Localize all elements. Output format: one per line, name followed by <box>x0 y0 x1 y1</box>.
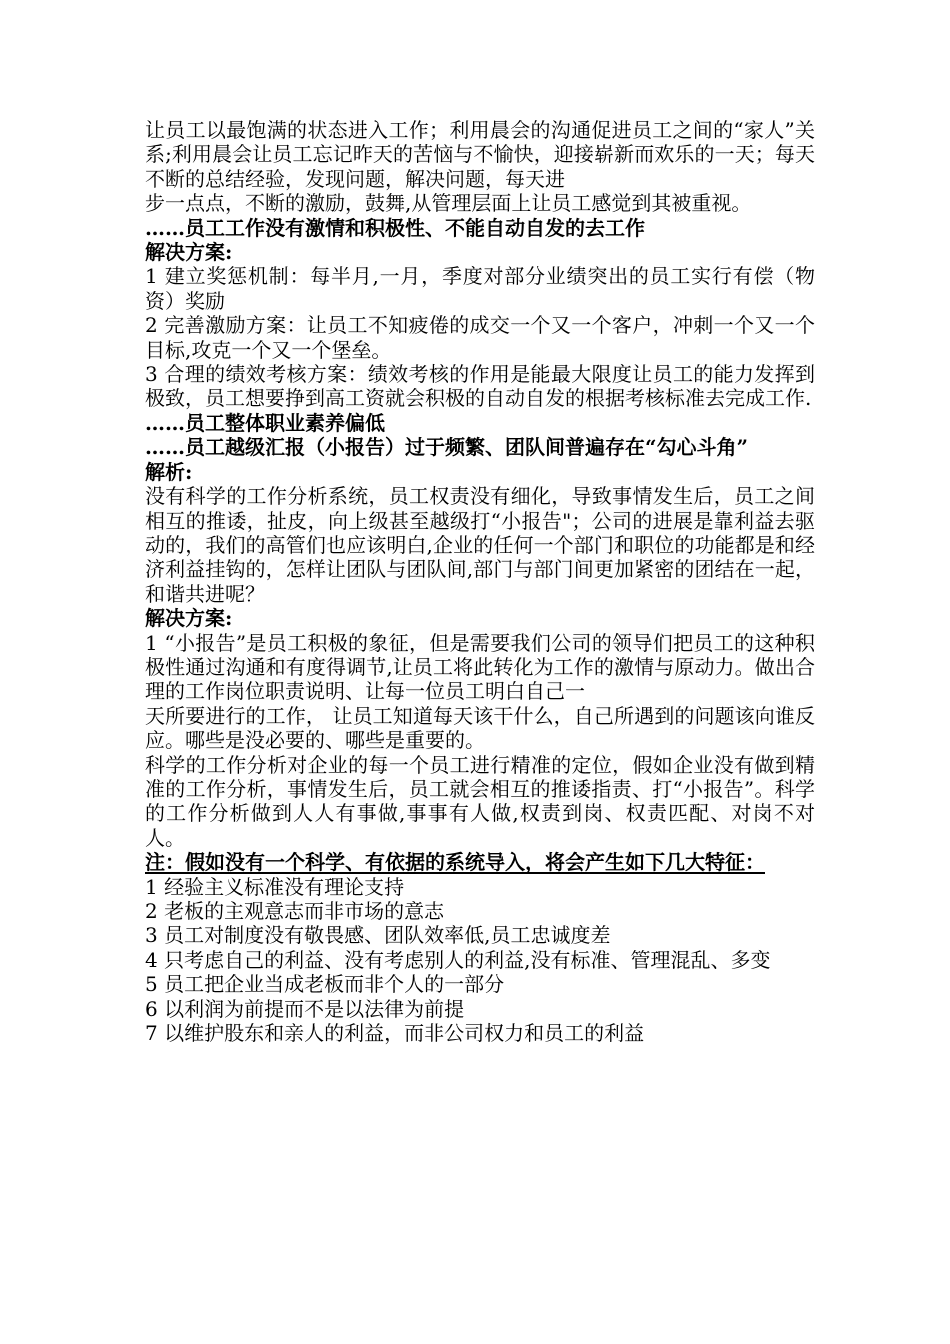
list-item-feature-4: 4 只考虑自己的利益、没有考虑别人的利益,没有标准、管理混乱、多变 <box>145 947 771 972</box>
heading-skip-level-reports: ……员工越级汇报（小报告）过于频繁、团队间普遍存在“勾心斗角” <box>145 435 749 460</box>
list-item-incentive-plan: 2 完善激励方案：让员工不知疲倦的成交一个又一个客户，冲刺一个又一个目标,攻克一个又一个堡垒。 <box>145 313 815 362</box>
list-item-feature-2: 2 老板的主观意志而非市场的意志 <box>145 899 445 923</box>
list-item-feature-3: 3 员工对制度没有敬畏感、团队效率低,员工忠诚度差 <box>145 923 611 948</box>
paragraph-analysis: 没有科学的工作分析系统，员工权责没有细化，导致事情发生后，员工之间相互的推诿，扯皮，向上级甚至越级打“小报告"；公司的进展是靠利益去驱动的，我们的高管们也应该明白,企业的任何一个部门和职位的功能都是和经济利益挂钩的，怎样让团队与团队间,部门与部门间更加紧密的团结在一起，和谐共进呢？ <box>145 484 815 606</box>
heading-solution-2: 解决方案: <box>145 606 233 631</box>
note-heading: 注：假如没有一个科学、有依据的系统导入，将会产生如下几大特征： <box>145 850 765 875</box>
heading-low-professionalism: ……员工整体职业素养偏低 <box>145 410 385 435</box>
document-body <box>145 118 815 1045</box>
paragraph-job-analysis: 科学的工作分析对企业的每一个员工进行精准的定位，假如企业没有做到精准的工作分析，事情发生后，员工就会相互的推诿指责、打“小报告”。科学的工作分析做到人人有事做,事事有人做,权责到岗、权责匹配、对岗不对人。 <box>145 752 815 850</box>
list-item-feature-7: 7 以维护股东和亲人的利益，而非公司权力和员工的利益 <box>145 1021 645 1046</box>
list-item-feature-5: 5 员工把企业当成老板而非个人的一部分 <box>145 972 505 997</box>
list-item-small-report: 1 “小报告”是员工积极的象征，但是需要我们公司的领导们把员工的这种积极性通过沟通和有度得调节,让员工将此转化为工作的激情与原动力。做出合理的工作岗位职责说明、让每一位员工明白自己一 <box>145 630 815 704</box>
paragraph-daily-work: 天所要进行的工作， 让员工知道每天该干什么，自己所遇到的问题该向谁反应。哪些是没必要的、哪些是重要的。 <box>145 703 815 753</box>
paragraph-progress: 步一点点，不断的激励，鼓舞,从管理层面上让员工感觉到其被重视。 <box>145 191 752 216</box>
list-item-feature-1: 1 经验主义标准没有理论支持 <box>145 874 405 899</box>
list-item-reward-system: 1 建立奖惩机制：每半月,一月，季度对部分业绩突出的员工实行有偿（物资）奖励 <box>145 264 815 313</box>
heading-solution: 解决方案: <box>145 240 233 265</box>
list-item-feature-6: 6 以利润为前提而不是以法律为前提 <box>145 996 465 1021</box>
paragraph-morning-meeting: 让员工以最饱满的状态进入工作；利用晨会的沟通促进员工之间的“家人”关系;利用晨会让员工忘记昨天的苦恼与不愉快，迎接崭新而欢乐的一天；每天不断的总结经验，发现问题，解决问题，每天进 <box>145 118 815 191</box>
list-item-performance-review: 3 合理的绩效考核方案：绩效考核的作用是能最大限度让员工的能力发挥到极致，员工想要挣到高工资就会积极的自动自发的根据考核标准去完成工作. <box>145 362 815 411</box>
heading-lack-of-passion: ……员工工作没有激情和积极性、不能自动自发的去工作 <box>145 215 645 240</box>
heading-analysis: 解析: <box>145 459 193 484</box>
